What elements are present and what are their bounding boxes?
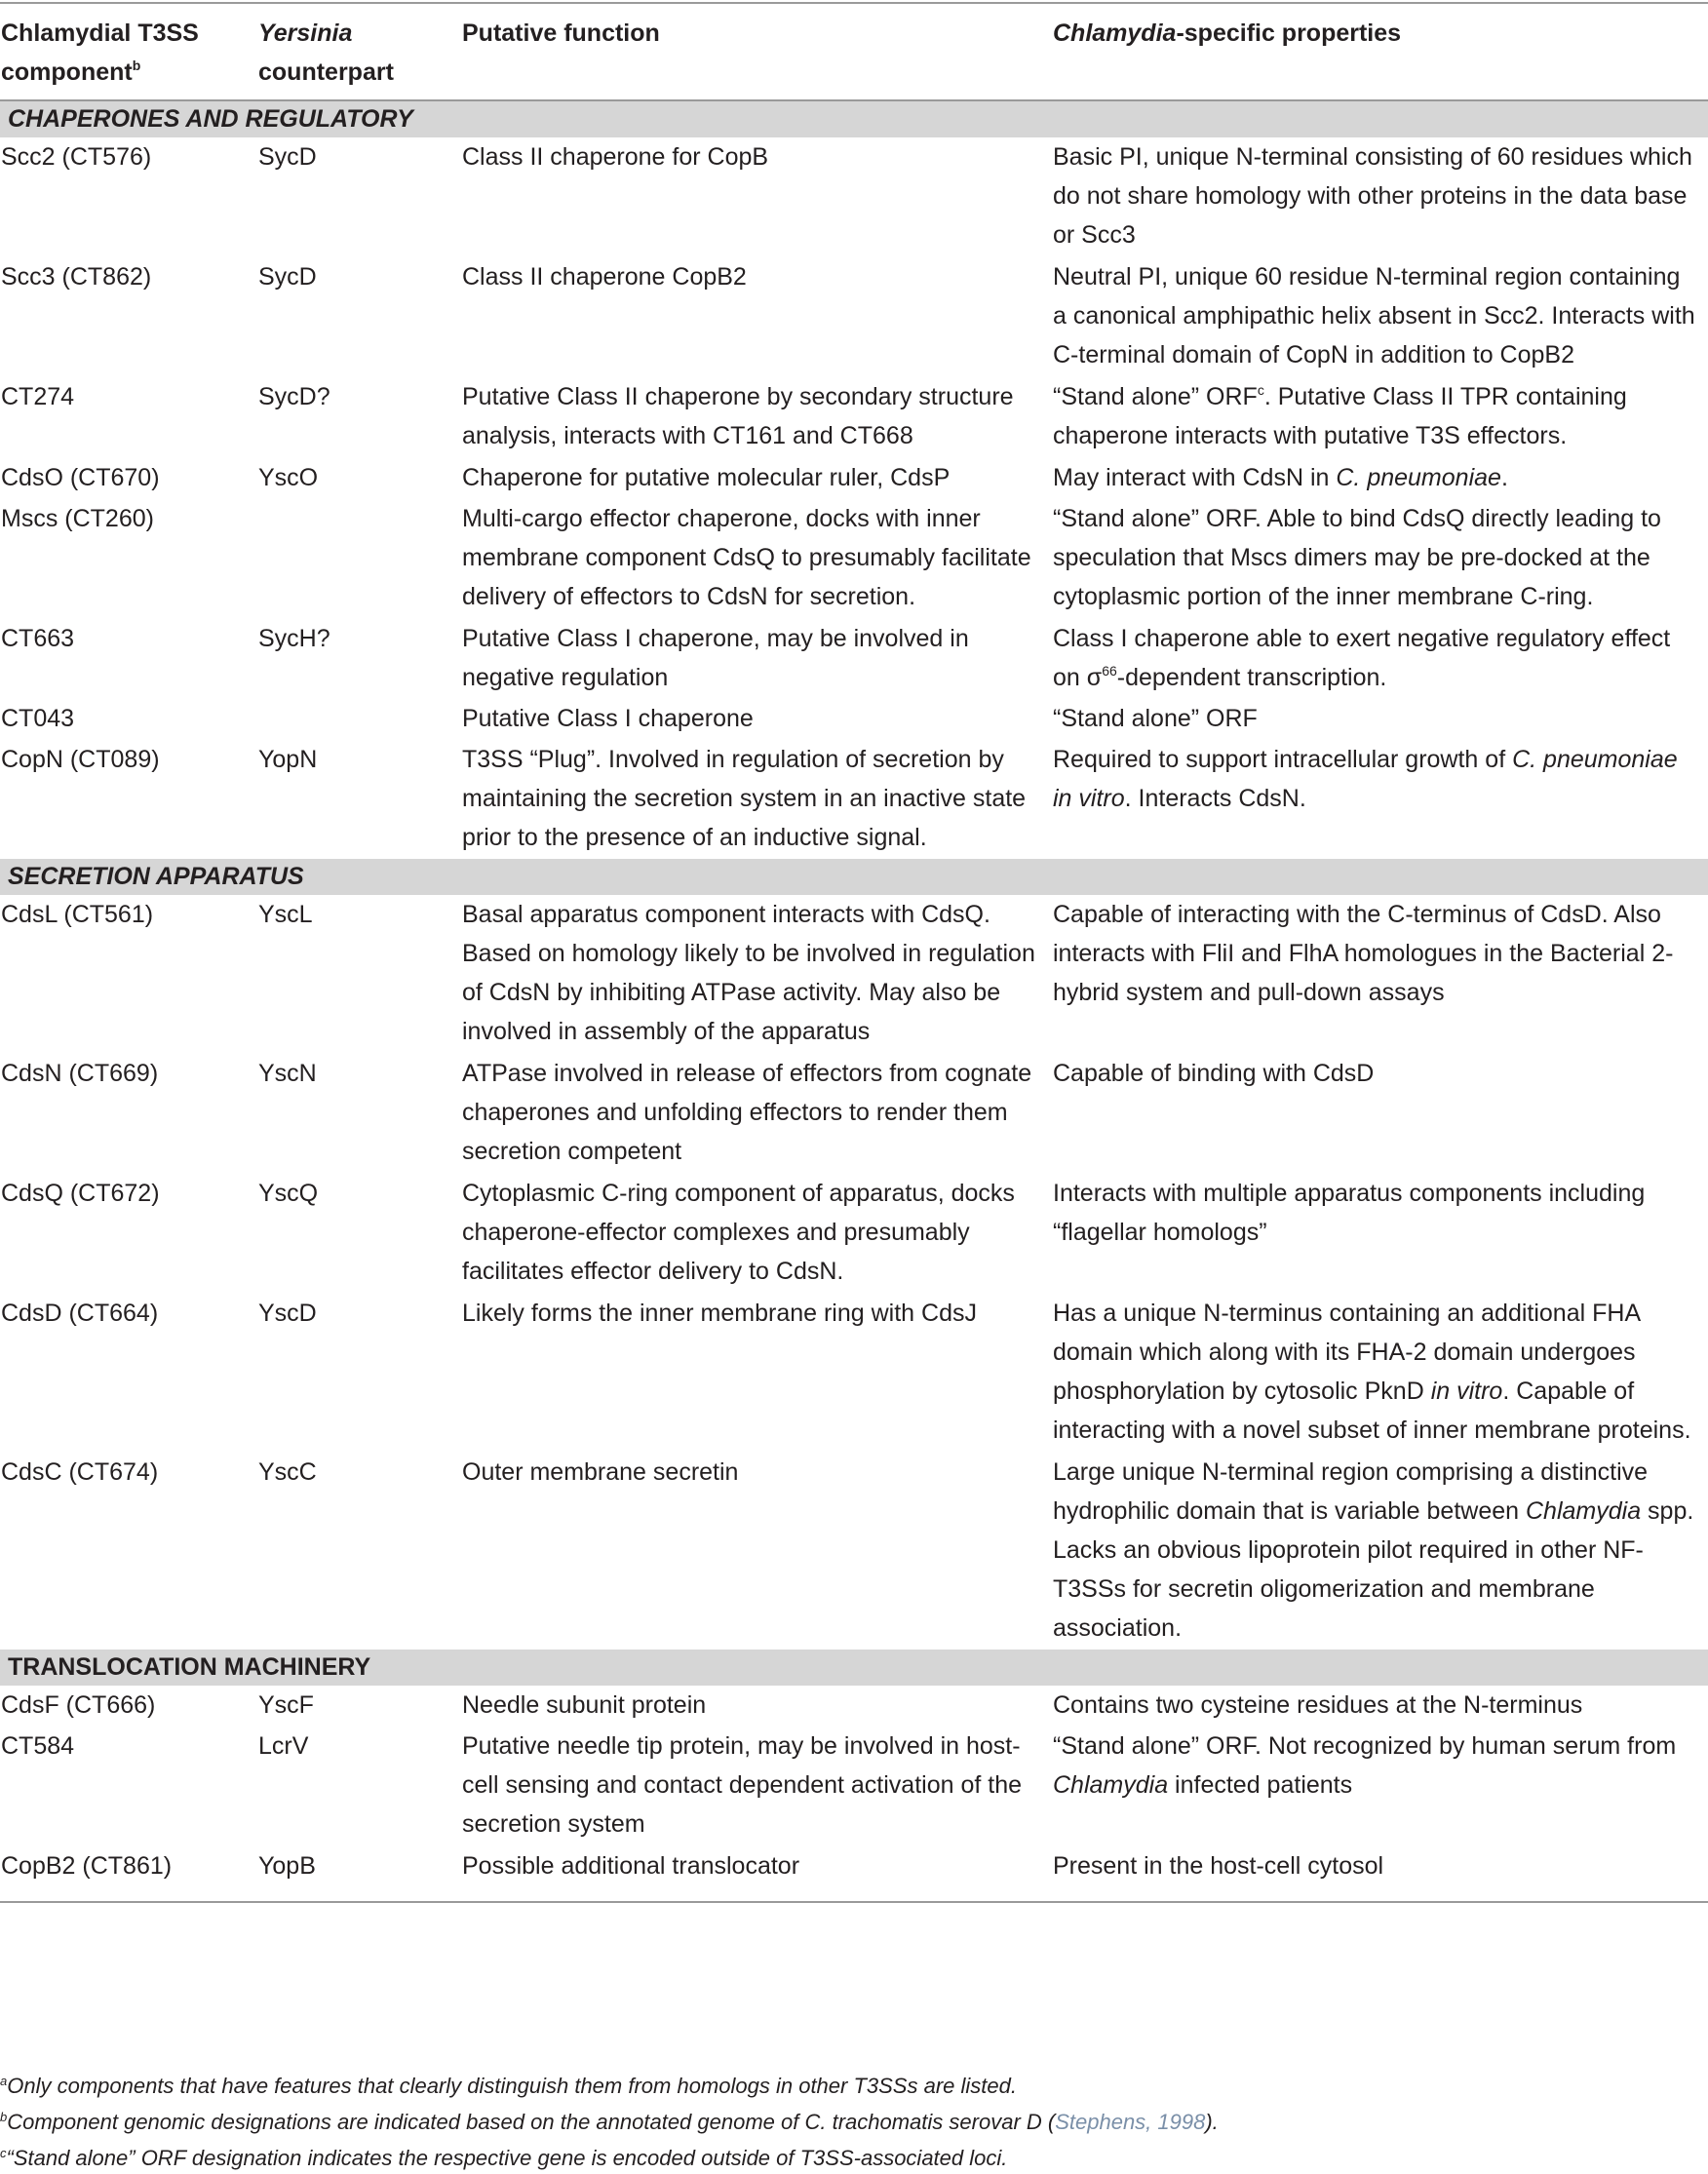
cell-component: CdsO (CT670) bbox=[1, 464, 160, 491]
cell-yersinia: LcrV bbox=[258, 1732, 309, 1760]
cell-properties: “Stand alone” ORF. Able to bind CdsQ directly leading to speculation that Mscs dimers may be pre-docked at the cytoplasmic portion of the inner membrane C-ring. bbox=[1053, 505, 1661, 610]
cell-function: Needle subunit protein bbox=[462, 1691, 707, 1719]
cell-yersinia: YscN bbox=[258, 1060, 317, 1087]
cell-component: CopN (CT089) bbox=[1, 746, 160, 773]
cell-properties: Contains two cysteine residues at the N-terminus bbox=[1053, 1691, 1583, 1719]
table-row bbox=[0, 1294, 1708, 1453]
cell-yersinia: YscL bbox=[258, 901, 313, 928]
cell-properties: Required to support intracellular growth of C. pneumoniae in vitro. Interacts CdsN. bbox=[1053, 746, 1678, 812]
table-row bbox=[0, 1174, 1708, 1294]
cell-yersinia bbox=[258, 699, 462, 740]
cell-yersinia: SycD? bbox=[258, 383, 330, 410]
footnote-mark-b: b bbox=[0, 2110, 8, 2124]
cell-function: Putative Class II chaperone by secondary structure analysis, interacts with CT161 and CT668 bbox=[462, 383, 1014, 449]
cell-properties: Class I chaperone able to exert negative regulatory effect on σ$^{66}$-dependent transcription. bbox=[1053, 625, 1671, 691]
cell-component: CdsN (CT669) bbox=[1, 1060, 159, 1087]
bottom-rule bbox=[0, 1887, 1708, 1902]
section-header bbox=[0, 859, 1708, 895]
section-label-translocation: TRANSLOCATION MACHINERY bbox=[0, 1650, 1708, 1686]
table-row bbox=[0, 895, 1708, 1054]
cell-properties: “Stand alone” ORF. Not recognized by human serum from Chlamydia infected patients bbox=[1053, 1732, 1677, 1799]
cell-yersinia: YopB bbox=[258, 1852, 316, 1880]
table-row bbox=[0, 699, 1708, 740]
cell-function: Putative needle tip protein, may be involved in host-cell sensing and contact dependent activation of the secretion system bbox=[462, 1732, 1023, 1838]
cell-properties: “Stand alone” ORF bbox=[1053, 705, 1258, 732]
footnote-a: $^a$Only components that have features that clearly distinguish them from homologs in other T3SSs are listed. bbox=[0, 2074, 1017, 2098]
footnote-marker: c bbox=[1257, 382, 1264, 398]
t3ss-components-table bbox=[0, 8, 1708, 1903]
cell-component: Scc2 (CT576) bbox=[1, 143, 152, 171]
cell-function: ATPase involved in release of effectors from cognate chaperones and unfolding effectors to render them secretion competent bbox=[462, 1060, 1032, 1165]
cell-yersinia: YscF bbox=[258, 1691, 314, 1719]
cell-component: CT663 bbox=[1, 625, 75, 652]
table-row bbox=[0, 619, 1708, 699]
cell-properties: Interacts with multiple apparatus components including “flagellar homologs” bbox=[1053, 1180, 1646, 1246]
table-row bbox=[0, 1054, 1708, 1174]
section-label-chaperones: CHAPERONES AND REGULATORY bbox=[0, 100, 1708, 137]
cell-function: Basal apparatus component interacts with CdsQ. Based on homology likely to be involved in regulation of CdsN by inhibiting ATPase activity. May also be involved in assembly of the apparatus bbox=[462, 901, 1035, 1045]
table-row bbox=[0, 740, 1708, 859]
cell-function: Class II chaperone CopB2 bbox=[462, 263, 747, 291]
cell-properties: Neutral PI, unique 60 residue N-terminal region containing a canonical amphipathic helix absent in Scc2. Interacts with C-terminal domain of CopN in addition to CopB2 bbox=[1053, 263, 1695, 369]
table-row bbox=[0, 499, 1708, 619]
cell-function: Possible additional translocator bbox=[462, 1852, 800, 1880]
table-row bbox=[0, 1453, 1708, 1650]
cell-yersinia: YopN bbox=[258, 746, 318, 773]
cell-yersinia: YscC bbox=[258, 1458, 317, 1486]
cell-properties: Large unique N-terminal region comprising a distinctive hydrophilic domain that is variable between Chlamydia spp. Lacks an obvious lipoprotein pilot required in other NF-T3SSs for secretin oligomerization and membrane association. bbox=[1053, 1458, 1694, 1642]
footnote-marker: b bbox=[132, 58, 141, 73]
cell-properties: Has a unique N-terminus containing an additional FHA domain which along with its FHA-2 domain undergoes phosphorylation by cytosolic PknD in vitro. Capable of interacting with a novel subset of inner membrane proteins. bbox=[1053, 1300, 1691, 1444]
header-properties: Chlamydia-specific properties bbox=[1053, 19, 1402, 47]
header-component: Chlamydial T3SS component$^b$ bbox=[1, 19, 199, 86]
cell-function: Putative Class I chaperone bbox=[462, 705, 754, 732]
cell-function: Outer membrane secretin bbox=[462, 1458, 739, 1486]
cell-function: T3SS “Plug”. Involved in regulation of secretion by maintaining the secretion system in an inactive state prior to the presence of an inductive signal. bbox=[462, 746, 1027, 851]
cell-properties: Capable of interacting with the C-terminus of CdsD. Also interacts with FliI and FlhA homologues in the Bacterial 2-hybrid system and pull-down assays bbox=[1053, 901, 1674, 1006]
citation-link[interactable]: Stephens, 1998 bbox=[1055, 2110, 1206, 2134]
cell-yersinia: SycD bbox=[258, 143, 317, 171]
table-row bbox=[0, 257, 1708, 377]
cell-function: Multi-cargo effector chaperone, docks with inner membrane component CdsQ to presumably facilitate delivery of effectors to CdsN for secretion. bbox=[462, 505, 1031, 610]
cell-properties: Basic PI, unique N-terminal consisting of 60 residues which do not share homology with other proteins in the data base or Scc3 bbox=[1053, 143, 1692, 249]
cell-function: Putative Class I chaperone, may be involved in negative regulation bbox=[462, 625, 969, 691]
cell-properties: “Stand alone” ORF$^c$. Putative Class II TPR containing chaperone interacts with putative T3S effectors. bbox=[1053, 382, 1627, 449]
cell-component: CdsL (CT561) bbox=[1, 901, 154, 928]
section-label-secretion: SECRETION APPARATUS bbox=[0, 859, 1708, 895]
cell-component: CT584 bbox=[1, 1732, 75, 1760]
cell-yersinia: SycD bbox=[258, 263, 317, 291]
cell-component: CdsC (CT674) bbox=[1, 1458, 159, 1486]
section-header bbox=[0, 100, 1708, 137]
cell-function: Cytoplasmic C-ring component of apparatus, docks chaperone-effector complexes and presumably facilitates effector delivery to CdsN. bbox=[462, 1180, 1015, 1285]
table-row bbox=[0, 137, 1708, 257]
table-row bbox=[0, 458, 1708, 499]
cell-component: CdsF (CT666) bbox=[1, 1691, 156, 1719]
header-yersinia: Yersinia counterpart bbox=[258, 19, 394, 86]
cell-properties: Capable of binding with CdsD bbox=[1053, 1060, 1375, 1087]
header-row bbox=[0, 8, 1708, 100]
cell-component: Scc3 (CT862) bbox=[1, 263, 152, 291]
cell-yersinia: YscQ bbox=[258, 1180, 319, 1207]
cell-function: Likely forms the inner membrane ring with CdsJ bbox=[462, 1300, 977, 1327]
cell-properties: Present in the host-cell cytosol bbox=[1053, 1852, 1384, 1880]
footnote-b: $^b$Component genomic designations are indicated based on the annotated genome of C. trachomatis serovar D (Stephens, 1998). bbox=[0, 2110, 1219, 2134]
cell-component: CdsD (CT664) bbox=[1, 1300, 159, 1327]
footnote-c: $^c$“Stand alone” ORF designation indicates the respective gene is encoded outside of T3SS-associated loci. bbox=[0, 2146, 1008, 2170]
cell-function: Chaperone for putative molecular ruler, CdsP bbox=[462, 464, 951, 491]
section-header bbox=[0, 1650, 1708, 1686]
cell-component: CT043 bbox=[1, 705, 75, 732]
cell-component: CdsQ (CT672) bbox=[1, 1180, 160, 1207]
table-row bbox=[0, 377, 1708, 458]
cell-yersinia: YscO bbox=[258, 464, 319, 491]
top-rule bbox=[0, 2, 1708, 4]
cell-yersinia bbox=[258, 499, 462, 619]
table-row bbox=[0, 1846, 1708, 1887]
cell-yersinia: YscD bbox=[258, 1300, 317, 1327]
table-row bbox=[0, 1727, 1708, 1846]
header-function: Putative function bbox=[462, 19, 660, 47]
cell-component: Mscs (CT260) bbox=[1, 505, 154, 532]
cell-component: CT274 bbox=[1, 383, 75, 410]
footnote-mark-c: c bbox=[0, 2146, 7, 2160]
cell-function: Class II chaperone for CopB bbox=[462, 143, 769, 171]
table-footnotes bbox=[0, 2066, 1708, 2174]
cell-component: CopB2 (CT861) bbox=[1, 1852, 173, 1880]
table-row bbox=[0, 1686, 1708, 1727]
footnote-mark-a: a bbox=[0, 2074, 8, 2088]
cell-yersinia: SycH? bbox=[258, 625, 330, 652]
footnote-marker: 66 bbox=[1102, 663, 1117, 679]
cell-properties: May interact with CdsN in C. pneumoniae. bbox=[1053, 464, 1508, 491]
